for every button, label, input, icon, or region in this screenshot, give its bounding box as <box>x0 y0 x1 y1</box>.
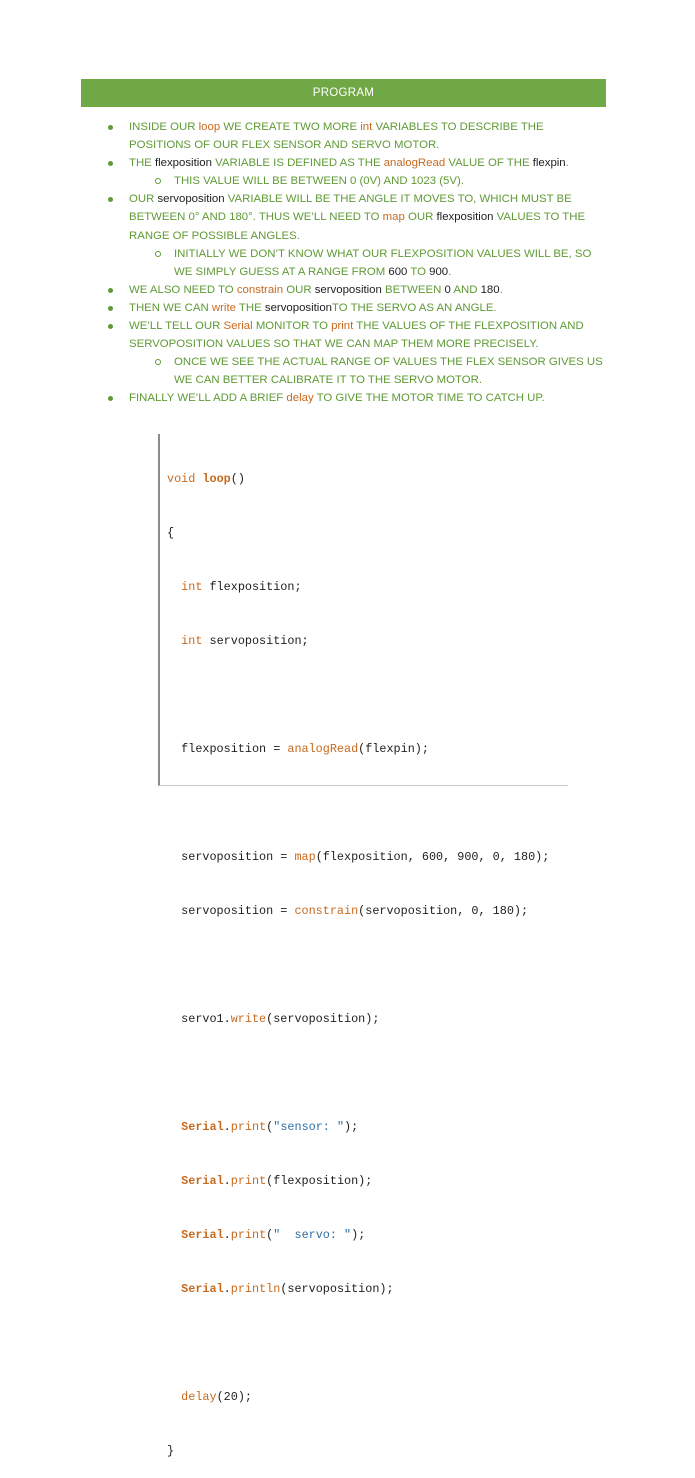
code-line: flexposition = analogRead(flexpin); <box>167 742 429 756</box>
code-line: int servoposition; <box>181 634 309 648</box>
code-line: delay(20); <box>181 1390 252 1404</box>
bullet-icon <box>108 197 113 202</box>
sub-bullet-icon <box>155 359 161 365</box>
bullet-icon <box>108 396 113 401</box>
code-line: } <box>167 1444 175 1458</box>
bullet-icon <box>108 306 113 311</box>
code-line-blank <box>167 956 568 974</box>
code-line-blank <box>167 1064 568 1082</box>
code-line: servoposition = map(flexposition, 600, 900, 0, 180); <box>167 850 550 864</box>
bullet-list <box>104 118 604 408</box>
list-item: WE’LL TELL OUR Serial MONITOR TO print THE VALUES OF THE FLEXPOSITION AND SERVOPOSITION VALUES SO THAT WE CAN MAP THEM MORE PRECISELY. <box>104 317 604 353</box>
list-subitem: INITIALLY WE DON’T KNOW WHAT OUR FLEXPOSITION VALUES WILL BE, SO WE SIMPLY GUESS AT A RANGE FROM 600 TO 900. <box>104 245 604 281</box>
sub-bullet-icon <box>155 251 161 257</box>
bullet-icon <box>108 125 113 130</box>
list-item: INSIDE OUR loop WE CREATE TWO MORE int VARIABLES TO DESCRIBE THE POSITIONS OF OUR FLEX SENSOR AND SERVO MOTOR. <box>104 118 604 154</box>
banner-title: PROGRAM <box>312 87 375 99</box>
code-line: int flexposition; <box>181 580 302 594</box>
code-line: Serial.print(flexposition); <box>181 1174 373 1188</box>
code-line: servo1.write(servoposition); <box>167 1012 380 1026</box>
code-line: { <box>167 526 175 540</box>
list-item: OUR servoposition VARIABLE WILL BE THE ANGLE IT MOVES TO, WHICH MUST BE BETWEEN 0° AND 180°. THUS WE’LL NEED TO map OUR flexposition VALUES TO THE RANGE OF POSSIBLE ANGLES. <box>104 190 604 244</box>
list-item: WE ALSO NEED TO constrain OUR servoposition BETWEEN 0 AND 180. <box>104 281 604 299</box>
bullet-icon <box>108 288 113 293</box>
list-item: THE flexposition VARIABLE IS DEFINED AS THE analogRead VALUE OF THE flexpin. <box>104 154 604 172</box>
list-subitem: ONCE WE SEE THE ACTUAL RANGE OF VALUES THE FLEX SENSOR GIVES US WE CAN BETTER CALIBRATE IT TO THE SERVO MOTOR. <box>104 353 604 389</box>
code-line-blank <box>167 1334 568 1352</box>
code-line: servoposition = constrain(servoposition, 0, 180); <box>167 904 529 918</box>
bullet-icon <box>108 324 113 329</box>
code-block <box>158 434 568 1458</box>
section-banner <box>81 79 606 107</box>
code-line: Serial.println(servoposition); <box>181 1282 394 1296</box>
code-line: Serial.print(" servo: "); <box>181 1228 366 1242</box>
list-item: FINALLY WE’LL ADD A BRIEF delay TO GIVE THE MOTOR TIME TO CATCH UP. <box>104 389 604 407</box>
code-line: Serial.print("sensor: "); <box>181 1120 359 1134</box>
list-subitem: THIS VALUE WILL BE BETWEEN 0 (0V) AND 1023 (5V). <box>104 172 604 190</box>
code-line-blank <box>167 794 568 812</box>
code-line-blank <box>167 686 568 704</box>
bullet-icon <box>108 161 113 166</box>
list-item: THEN WE CAN write THE servopositionTO THE SERVO AS AN ANGLE. <box>104 299 604 317</box>
sub-bullet-icon <box>155 178 161 184</box>
code-line: void loop() <box>167 472 245 486</box>
